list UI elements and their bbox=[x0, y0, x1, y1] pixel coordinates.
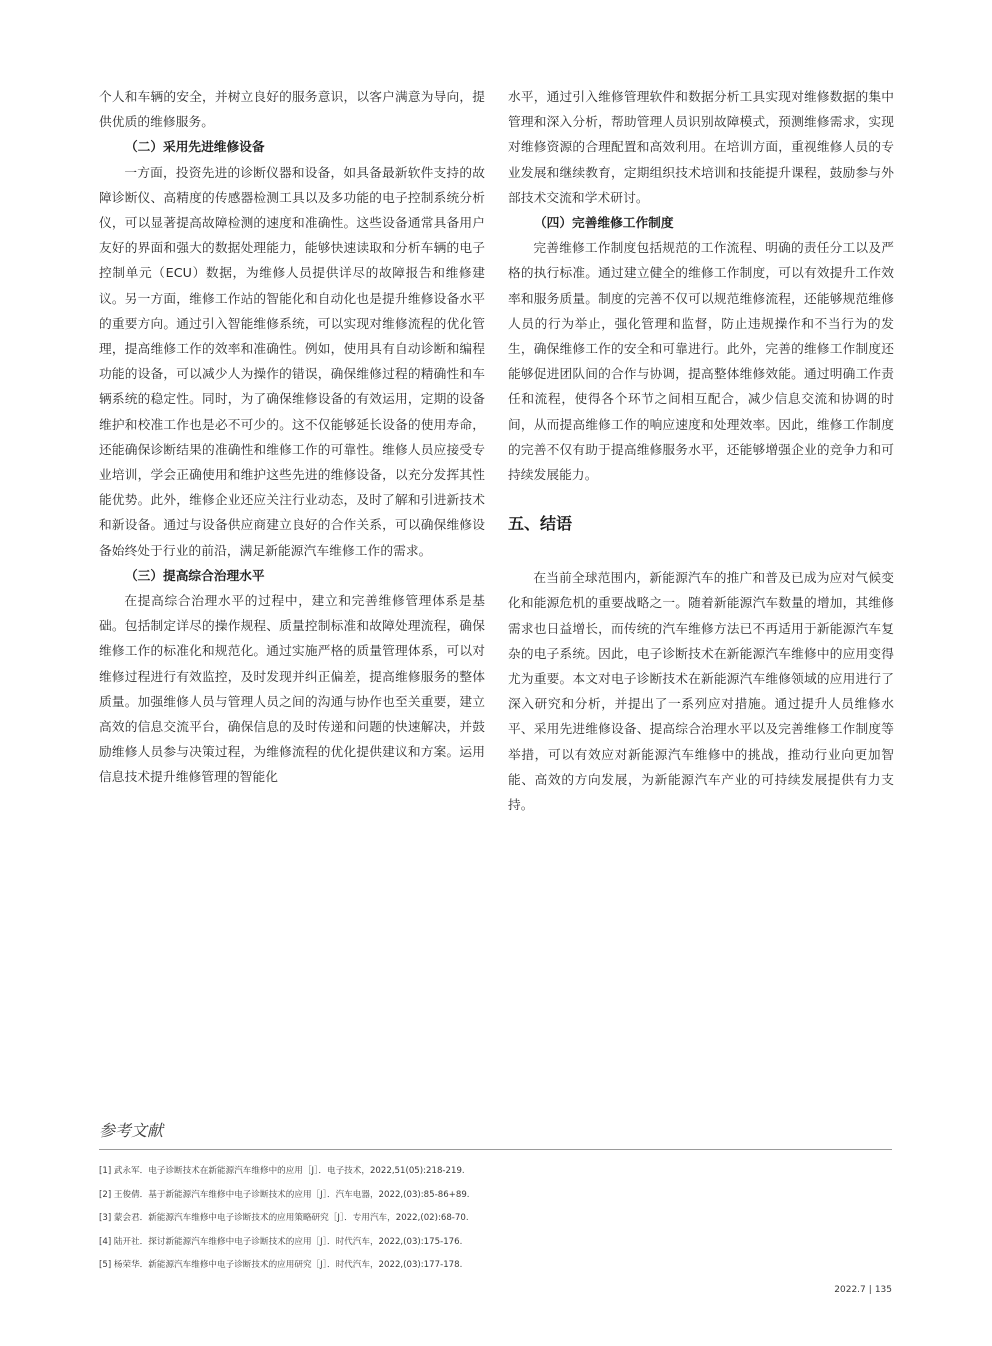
paragraph-work-system: 完善维修工作制度包括规范的工作流程、明确的责任分工以及严格的执行标准。通过建立健全的维修工作制度，可以有效提升工作效率和服务质量。制度的完善不仅可以规范维修流程，还能够规范维修人员的行为举止，强化管理和监督，防止违规操作和不当行为的发生，确保维修工作的安全和可靠进行。此外，完善的维修工作制度还能够促进团队间的合作与协调，提高整体维修效能。通过明确工作责任和流程，使得各个环节之间相互配合，减少信息交流和协调的时间，从而提高维修工作的响应速度和处理效率。因此，维修工作制度的完善不仅有助于提高维修服务水平，还能够增强企业的竞争力和可持续发展能力。 bbox=[508, 240, 894, 483]
paragraph-safety-continued: 个人和车辆的安全，并树立良好的服务意识，以客户满意为导向，提供优质的维修服务。 bbox=[99, 89, 485, 130]
reference-item: [4] 陆开社．探讨新能源汽车维修中电子诊断技术的应用［J］．时代汽车，2022,(03):175-176. bbox=[99, 1236, 463, 1247]
heading-governance: （三）提高综合治理水平 bbox=[125, 567, 265, 583]
paragraph-conclusion: 在当前全球范围内，新能源汽车的推广和普及已成为应对气候变化和能源危机的重要战略之一。随着新能源汽车数量的增加，其维修需求也日益增长，而传统的汽车维修方法已不再适用于新能源汽车复杂的电子系统。因此，电子诊断技术在新能源汽车维修中的应用变得尤为重要。本文对电子诊断技术在新能源汽车维修领域的应用进行了深入研究和分析，并提出了一系列应对措施。通过提升人员维修水平、采用先进维修设备、提高综合治理水平以及完善维修工作制度等举措，可以有效应对新能源汽车维修中的挑战，推动行业向更加智能、高效的方向发展，为新能源汽车产业的可持续发展提供有力支持。 bbox=[508, 570, 894, 813]
reference-item: [2] 王俊倩．基于新能源汽车维修中电子诊断技术的应用［J］．汽车电器，2022,(03):85-86+89. bbox=[99, 1189, 470, 1200]
references-section bbox=[99, 1118, 892, 1278]
references-list bbox=[99, 1160, 892, 1278]
heading-work-system: （四）完善维修工作制度 bbox=[534, 215, 674, 231]
references-title: 参考文献 bbox=[99, 1118, 892, 1150]
reference-item: [5] 杨荣华．新能源汽车维修中电子诊断技术的应用研究［J］．时代汽车，2022,(03):177-178. bbox=[99, 1260, 463, 1271]
heading-conclusion: 五、结语 bbox=[508, 514, 573, 534]
paragraph-governance: 在提高综合治理水平的过程中，建立和完善维修管理体系是基础。包括制定详尽的操作规程、质量控制标准和故障处理流程，确保维修工作的标准化和规范化。通过实施严格的质量管理体系，可以对维修过程进行有效监控，及时发现并纠正偏差，提高维修服务的整体质量。加强维修人员与管理人员之间的沟通与协作也至关重要，建立高效的信息交流平台，确保信息的及时传递和问题的快速解决，并鼓励维修人员参与决策过程，为维修流程的优化提供建议和方案。运用信息技术提升维修管理的智能化 bbox=[99, 593, 485, 785]
reference-item: [3] 蒙会君．新能源汽车维修中电子诊断技术的应用策略研究［J］．专用汽车，2022,(02):68-70. bbox=[99, 1213, 469, 1224]
footer-separator: | bbox=[868, 1285, 872, 1295]
page-footer bbox=[834, 1285, 892, 1295]
page-number: 135 bbox=[874, 1285, 892, 1295]
right-column bbox=[508, 84, 894, 817]
paragraph-advanced-equipment: 一方面，投资先进的诊断仪器和设备，如具备最新软件支持的故障诊断仪、高精度的传感器检测工具以及多功能的电子控制系统分析仪，可以显著提高故障检测的速度和准确性。这些设备通常具备用户友好的界面和强大的数据处理能力，能够快速读取和分析车辆的电子控制单元（ECU）数据，为维修人员提供详尽的故障报告和维修建议。另一方面，维修工作站的智能化和自动化也是提升维修设备水平的重要方向。通过引入智能维修系统，可以实现对维修流程的优化管理，提高维修工作的效率和准确性。例如，使用具有自动诊断和编程功能的设备，可以减少人为操作的错误，确保维修过程的精确性和车辆系统的稳定性。同时，为了确保维修设备的有效运用，定期的设备维护和校准工作也是必不可少的。这不仅能够延长设备的使用寿命，还能确保诊断结果的准确性和维修工作的可靠性。维修人员应接受专业培训，学会正确使用和维护这些先进的维修设备，以充分发挥其性能优势。此外，维修企业还应关注行业动态，及时了解和引进新技术和新设备。通过与设备供应商建立良好的合作关系，可以确保维修设备始终处于行业的前沿，满足新能源汽车维修工作的需求。 bbox=[99, 164, 485, 558]
issue-date: 2022.7 bbox=[834, 1285, 866, 1295]
left-column bbox=[99, 84, 485, 790]
heading-advanced-equipment: （二）采用先进维修设备 bbox=[125, 139, 265, 155]
reference-item: [1] 武永军．电子诊断技术在新能源汽车维修中的应用［J］．电子技术，2022,51(05):218-219. bbox=[99, 1166, 465, 1176]
paragraph-governance-continued: 水平，通过引入维修管理软件和数据分析工具实现对维修数据的集中管理和深入分析，帮助管理人员识别故障模式，预测维修需求，实现对维修资源的合理配置和高效利用。在培训方面，重视维修人员的专业发展和继续教育，定期组织技术培训和技能提升课程，鼓励参与外部技术交流和学术研讨。 bbox=[508, 89, 894, 205]
